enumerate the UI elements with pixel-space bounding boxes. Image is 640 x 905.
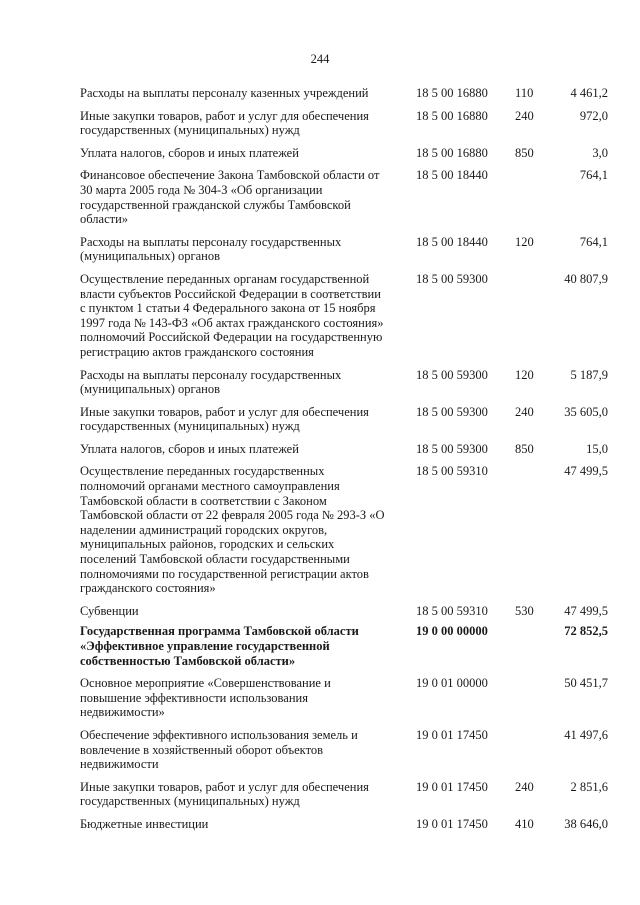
row-code: 18 5 00 59300: [416, 441, 488, 456]
table-row: [80, 109, 608, 146]
row-code: 18 5 00 59310: [416, 603, 488, 618]
table-row: [80, 86, 608, 109]
row-amount: 47 499,5: [564, 464, 608, 479]
row-name: Расходы на выплаты персоналу государственных (муниципальных) органов: [80, 234, 342, 264]
row-type: 850: [515, 145, 534, 160]
row-code: 18 5 00 59300: [416, 404, 488, 419]
page-number: 244: [310, 52, 330, 66]
table-row: [80, 624, 608, 676]
table-row: [80, 235, 608, 272]
table-row: [80, 817, 608, 840]
row-name: Бюджетные инвестиции: [80, 816, 209, 831]
row-code: 19 0 01 00000: [416, 676, 488, 691]
row-code: 18 5 00 59300: [416, 367, 488, 382]
row-type: [509, 728, 549, 780]
row-amount: 3,0: [592, 145, 608, 160]
row-name: Иные закупки товаров, работ и услуг для обеспечения государственных (муниципальных) нужд: [80, 404, 369, 434]
row-name: Уплата налогов, сборов и иных платежей: [80, 441, 299, 456]
row-type: 240: [515, 779, 534, 794]
row-type: 110: [515, 86, 534, 100]
row-amount: 4 461,2: [570, 86, 608, 100]
row-type: [509, 676, 549, 728]
table-row: [80, 272, 608, 368]
row-amount: 40 807,9: [564, 271, 608, 286]
row-name: Основное мероприятие «Совершенствование и повышение эффективности использования недвижимости»: [80, 676, 331, 720]
row-name: Иные закупки товаров, работ и услуг для обеспечения государственных (муниципальных) нужд: [80, 779, 369, 809]
row-code: 19 0 01 17450: [416, 727, 488, 742]
row-code: 18 5 00 16880: [416, 108, 488, 123]
row-amount: 50 451,7: [564, 676, 608, 691]
row-name: Осуществление переданных органам государственной власти субъектов Российской Федерации в соответствии с пунктом 1 статьи 4 Федерального закона от 15 ноября 1997 года № 143-ФЗ «Об актах гражданского состояния» полномочий Российской Федерации на государственную регистрацию актов гражданского состояния: [80, 271, 384, 359]
row-type: [509, 464, 549, 603]
table-row: [80, 676, 608, 728]
row-code: 18 5 00 16880: [416, 86, 488, 100]
row-type: 850: [515, 441, 534, 456]
row-code: 19 0 01 17450: [416, 816, 488, 831]
row-amount: 41 497,6: [564, 727, 608, 742]
row-type: 530: [515, 603, 534, 618]
table-row: [80, 780, 608, 817]
row-code: 18 5 00 18440: [416, 234, 488, 249]
row-name: Государственная программа Тамбовской области «Эффективное управление государственной собственностью Тамбовской области»: [80, 624, 359, 668]
row-code: 19 0 01 17450: [416, 779, 488, 794]
table-row: [80, 464, 608, 603]
row-name: Расходы на выплаты персоналу государственных (муниципальных) органов: [80, 367, 342, 397]
row-name: Обеспечение эффективного использования земель и вовлечение в хозяйственный оборот объектов недвижимости: [80, 727, 358, 772]
row-code: 18 5 00 16880: [416, 145, 488, 160]
row-code: 19 0 00 00000: [416, 624, 488, 639]
row-amount: 72 852,5: [564, 624, 608, 639]
row-code: 18 5 00 18440: [416, 168, 488, 183]
row-amount: 5 187,9: [570, 367, 608, 382]
row-type: [509, 272, 549, 368]
row-name: Расходы на выплаты персоналу казенных учреждений: [80, 86, 369, 100]
row-name: Осуществление переданных государственных полномочий органами местного самоуправления Тамбовской области в соответствии с Законом Тамбовской области от 22 февраля 2005 года № 293-З «О наделении администраций городских округов, муниципальных районов, городских и сельских поселений Тамбовской области государственными полномочиями по государственной регистрации актов гражданского состояния»: [80, 464, 385, 596]
row-type: [509, 624, 549, 676]
table-row: [80, 604, 608, 625]
row-type: 120: [515, 234, 534, 249]
table-row: [80, 168, 608, 234]
row-name: Уплата налогов, сборов и иных платежей: [80, 145, 299, 160]
budget-table: [80, 86, 608, 840]
row-name: Иные закупки товаров, работ и услуг для обеспечения государственных (муниципальных) нужд: [80, 108, 369, 138]
row-amount: 972,0: [579, 108, 608, 123]
row-name: Финансовое обеспечение Закона Тамбовской области от 30 марта 2005 года № 304-З «Об организации государственной гражданской службы Тамбовской области»: [80, 168, 380, 227]
table-row: [80, 728, 608, 780]
table-row: [80, 442, 608, 465]
row-type: 240: [515, 404, 534, 419]
row-type: [509, 168, 549, 234]
row-amount: 38 646,0: [564, 816, 608, 831]
table-row: [80, 405, 608, 442]
table-row: [80, 368, 608, 405]
row-code: 18 5 00 59310: [416, 464, 488, 479]
row-code: 18 5 00 59300: [416, 271, 488, 286]
row-amount: 15,0: [586, 441, 608, 456]
table-row: [80, 146, 608, 169]
row-type: 120: [515, 367, 534, 382]
row-name: Субвенции: [80, 603, 139, 618]
row-amount: 2 851,6: [570, 779, 608, 794]
row-amount: 47 499,5: [564, 603, 608, 618]
row-type: 410: [515, 816, 534, 831]
row-amount: 764,1: [579, 234, 608, 249]
row-amount: 35 605,0: [564, 404, 608, 419]
row-amount: 764,1: [579, 168, 608, 183]
row-type: 240: [515, 108, 534, 123]
